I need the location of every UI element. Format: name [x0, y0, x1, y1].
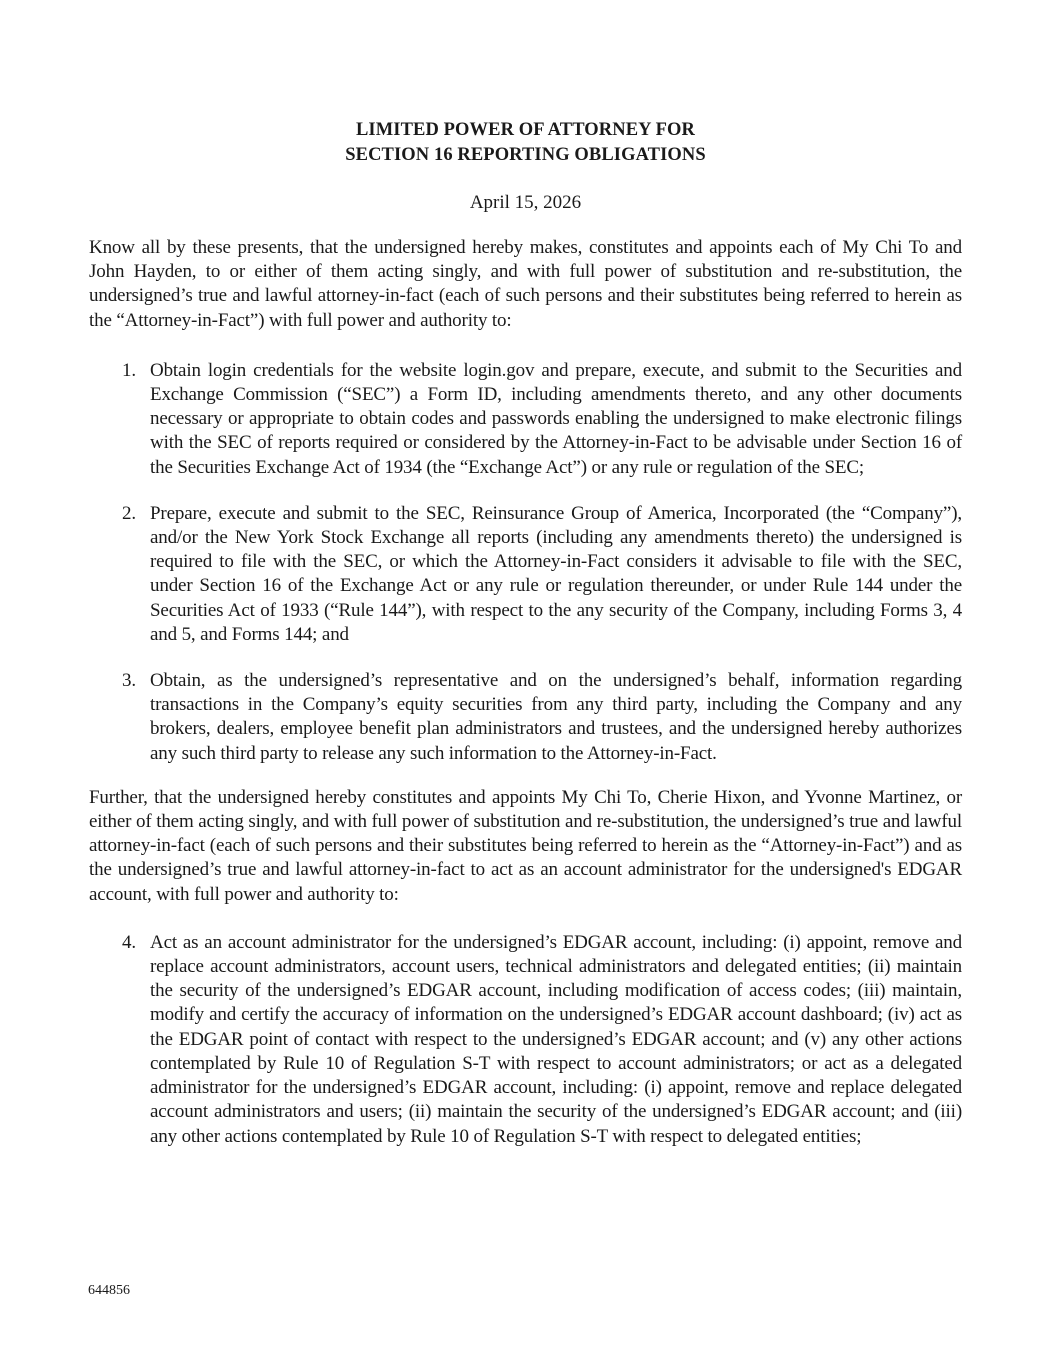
document-id-footer: 644856 [88, 1283, 130, 1298]
list-item [89, 669, 962, 766]
list-item-text: Obtain, as the undersigned’s representative and on the undersigned’s behalf, information regarding transactions in the Company’s equity securities from any third party, including the Company and any brokers, dealers, employee benefit plan administrators and trustees, and the undersigned hereby authorizes any such third party to release any such information to the Attorney-in-Fact. [150, 670, 962, 764]
document-title-line-1: LIMITED POWER OF ATTORNEY FOR [355, 120, 696, 140]
intro-paragraph: Know all by these presents, that the undersigned hereby makes, constitutes and appoints each of My Chi To and John Hayden, to or either of them acting singly, and with full power of substitution and re-substitution, the undersigned’s true and lawful attorney-in-fact (each of such persons and their substitutes being referred to herein as the “Attorney-in-Fact”) with full power and authority to: [89, 237, 962, 331]
list-item-text: Prepare, execute and submit to the SEC, Reinsurance Group of America, Incorporated (the “Company”), and/or the New York Stock Exchange all reports (including any amendments thereto) the undersigned is required to file with the SEC, or which the Attorney-in-Fact considers it advisable to file with the SEC, under Section 16 of the Exchange Act or any rule or regulation thereunder, or under Rule 144 under the Securities Act of 1933 (“Rule 144”), with respect to the any security of the Company, including Forms 3, 4 and 5, and Forms 144; and [150, 502, 962, 645]
list-item [89, 502, 962, 647]
list-item-number: 4. [122, 931, 136, 953]
list-item-number: 1. [122, 359, 136, 381]
second-paragraph: Further, that the undersigned hereby constitutes and appoints My Chi To, Cherie Hixon, and Yvonne Martinez, or either of them acting singly, and with full power of substitution and re-substitution, the undersigned’s true and lawful attorney-in-fact (each of such persons and their substitutes being referred to herein as the “Attorney-in-Fact”) and as the undersigned’s true and lawful attorney-in-fact to act as an account administrator for the undersigned's EDGAR account, with full power and authority to: [89, 786, 962, 905]
list-item-text: Act as an account administrator for the undersigned’s EDGAR account, including: (i) appoint, remove and replace account administrators, account users, technical administrators and delegated entities; (ii) maintain the security of the undersigned’s EDGAR account, including modification of access codes; (iii) maintain, modify and certify the accuracy of information on the undersigned’s EDGAR account dashboard; (iv) act as the EDGAR point of contact with respect to the undersigned’s EDGAR account; and (v) any other actions contemplated by Rule 10 of Regulation S-T with respect to account administrators; or act as a delegated administrator for the undersigned’s EDGAR account, including: (i) appoint, remove and replace delegated account administrators and users; (ii) maintain the security of the undersigned’s EDGAR account; and (iii) any other actions contemplated by Rule 10 of Regulation S-T with respect to delegated entities; [150, 931, 962, 1147]
document-page [89, 118, 962, 1149]
document-title-line-2: SECTION 16 REPORTING OBLIGATIONS [345, 145, 706, 165]
authority-list-2 [89, 931, 962, 1149]
list-item-text: Obtain login credentials for the website login.gov and prepare, execute, and submit to the Securities and Exchange Commission (“SEC”) a Form ID, including amendments thereto, and any other documents necessary or appropriate to obtain codes and passwords enabling the undersigned to make electronic filings with the SEC of reports required or considered by the Attorney-in-Fact to be advisable under Section 16 of the Securities Exchange Act of 1934 (the “Exchange Act”) or any rule or regulation of the SEC; [150, 359, 962, 478]
authority-list-1 [89, 359, 962, 766]
list-item [89, 359, 962, 480]
document-date: April 15, 2026 [469, 192, 582, 213]
list-item [89, 931, 962, 1149]
list-item-number: 3. [122, 670, 136, 692]
list-item-number: 2. [122, 502, 136, 524]
